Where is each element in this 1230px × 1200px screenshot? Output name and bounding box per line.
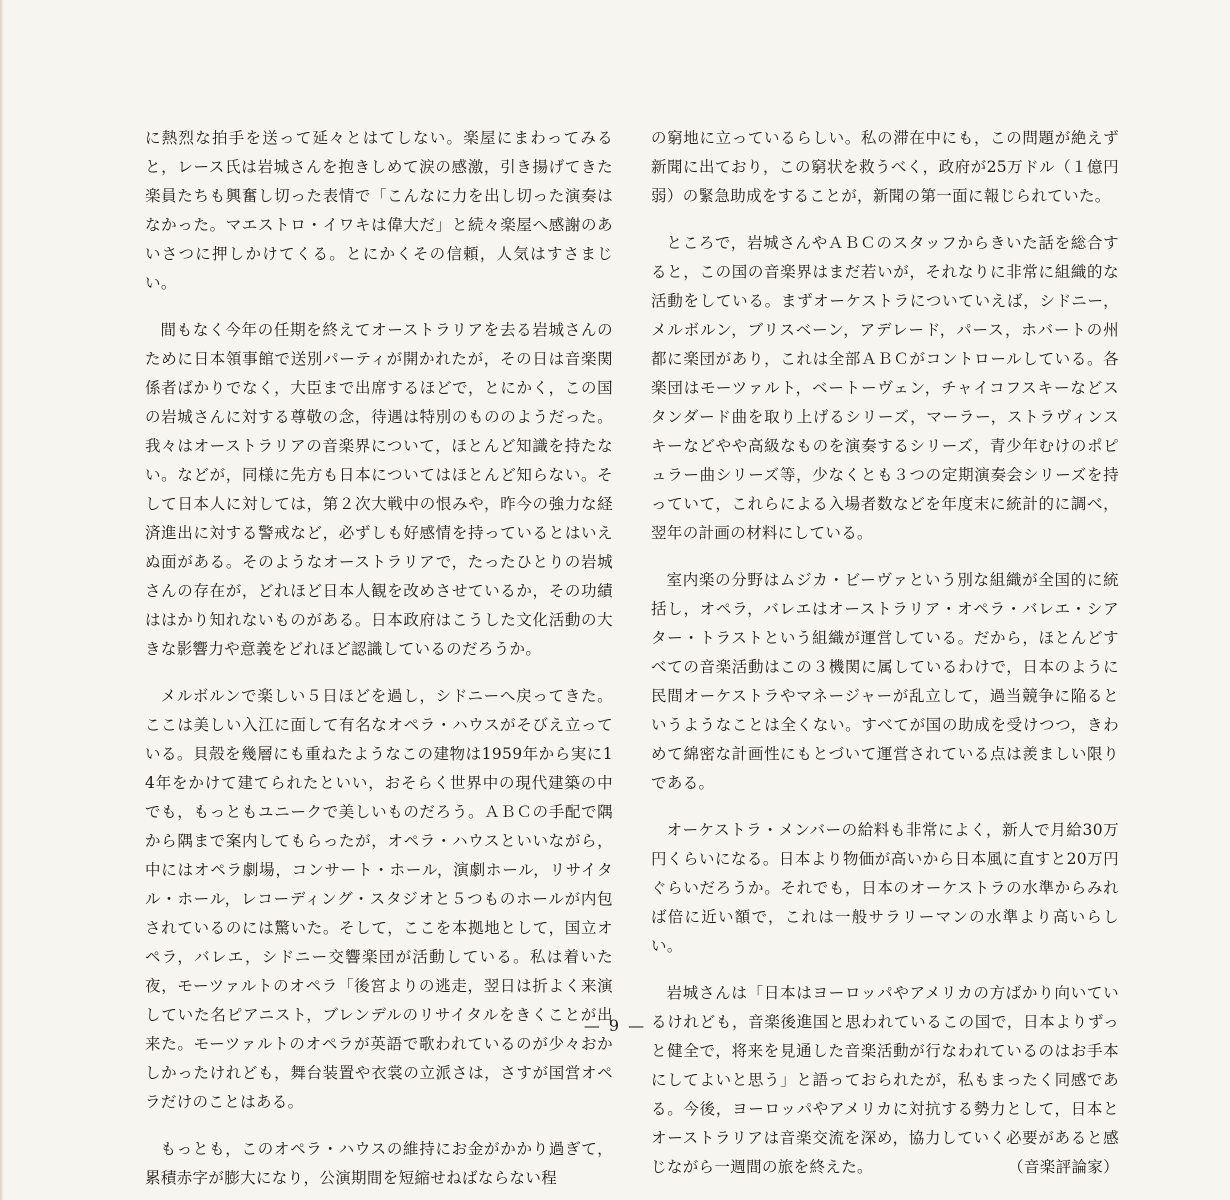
paragraph: オーケストラ・メンバーの給料も非常によく，新人で月給30万円くらいになる。日本より物価が高いから日本風に直すと20万円ぐらいだろうか。それでも，日本のオーケストラの水準からみれば倍に近い額で，これは一般サラリーマンの水準より高いらしい。 [651,821,1119,955]
paragraph: の窮地に立っているらしい。私の滞在中にも，この問題が絶えず新聞に出ており，この窮状を救うべく，政府が25万ドル（１億円弱）の緊急助成をすることが，新聞の第一面に報じられていた。 [651,129,1119,205]
closing-paragraph-text: 岩城さんは「日本はヨーロッパやアメリカの方ばかり向いているけれども，音楽後進国と思われているこの国で，日本よりずっと健全で，将来を見通した音楽活動が行なわれているのはお手本にしてよいと思う」と語っておられたが，私もまったく同感である。今後，ヨーロッパやアメリカに対抗する勢力として，日本とオーストラリアは音楽交流を深め，協力していく必要があると感じながら一週間の旅を終えた。 [651,984,1119,1176]
paragraph: メルボルンで楽しい５日ほどを過し，シドニーへ戻ってきた。ここは美しい入江に面して有名なオペラ・ハウスがそびえ立っている。貝殻を幾層にも重ねたようなこの建物は1959年から実に14年をかけて建てられたといい，おそらく世界中の現代建築の中でも，もっともユニークで美しいものだろう。ＡＢＣの手配で隅から隅まで案内してもらったが，オペラ・ハウスといいながら，中にはオペラ劇場，コンサート・ホール，演劇ホール，リサイタル・ホール，レコーディング・スタジオと５つものホールが内包されているのには驚いた。そして，ここを本拠地として，国立オペラ，バレエ，シドニー交響楽団が活動している。私は着いた夜，モーツァルトのオペラ「後宮よりの逃走，翌日は折よく来演していた名ピアニスト，ブレンデルのリサイタルをきくことが出来た。モーツァルトのオペラが英語で歌われているのが少々おかしかったけれども，舞台装置や衣裳の立派さは，さすが国営オペラだけのことはある。 [145,687,613,1111]
paragraph: ところで，岩城さんやＡＢＣのスタッフからきいた話を総合すると，この国の音楽界はまだ若いが，それなりに非常に組織的な活動をしている。まずオーケストラについていえば，シドニー，メルボルン，ブリスベーン，アデレード，パース，ホバートの州都に楽団があり，これは全部ＡＢＣがコントロールしている。各楽団はモーツァルト，ベートーヴェン，チャイコフスキーなどスタンダード曲を取り上げるシリーズ，マーラー，ストラヴィンスキーなどやや高級なものを演奏するシリーズ，青少年むけのポピュラー曲シリーズ等，少なくとも３つの定期演奏会シリーズを持っていて，これらによる入場者数などを年度末に統計的に調べ，翌年の計画の材料にしている。 [651,234,1119,542]
paragraph: もっとも，このオペラ・ハウスの維持にお金がかかり過ぎて，累積赤字が膨大になり，公演期間を短縮せねばならない程 [145,1140,613,1187]
page-number: — 9 — [583,1016,647,1035]
paragraph: 室内楽の分野はムジカ・ビーヴァという別な組織が全国的に統括し，オペラ，バレエはオーストラリア・オペラ・バレエ・シアター・トラストという組織が運営している。だから，ほとんどすべての音楽活動はこの３機関に属しているわけで，日本のように民間オーケストラやマネージャーが乱立して，過当競争に陥るというようなことは全くない。すべてが国の助成を受けつつ，きわめて綿密な計画性にもとづいて運営されている点は羨ましい限りである。 [651,571,1119,792]
closing-paragraph [651,979,1119,1182]
paragraph: に熱烈な拍手を送って延々とはてしない。楽屋にまわってみると，レース氏は岩城さんを抱きしめて涙の感激，引き揚げてきた楽員たちも興奮し切った表情で「こんなに力を出し切った演奏はなかった。マエストロ・イワキは偉大だ」と続々楽屋へ感謝のあいさつに押しかけてくる。とにかくその信頼，人気はすさまじい。 [145,129,613,292]
author-signature: （音楽評論家） [1008,1158,1119,1176]
paragraph: 間もなく今年の任期を終えてオーストラリアを去る岩城さんのために日本領事館で送別パーティが開かれたが，その日は音楽関係者ばかりでなく，大臣まで出席するほどで，とにかく，この国の岩城さんに対する尊敬の念，待遇は特別のもののようだった。我々はオーストラリアの音楽界について，ほとんど知識を持たない。などが，同様に先方も日本についてはほとんど知らない。そして日本人に対しては，第２次大戦中の恨みや，昨今の強力な経済進出に対する警戒など，必ずしも好感情を持っているとはいえぬ面がある。そのようなオーストラリアで，たったひとりの岩城さんの存在が，どれほど日本人観を改めさせているか，その功績ははかり知れないものがある。日本政府はこうした文化活動の大きな影響力や意義をどれほど認識しているのだろうか。 [145,321,613,658]
